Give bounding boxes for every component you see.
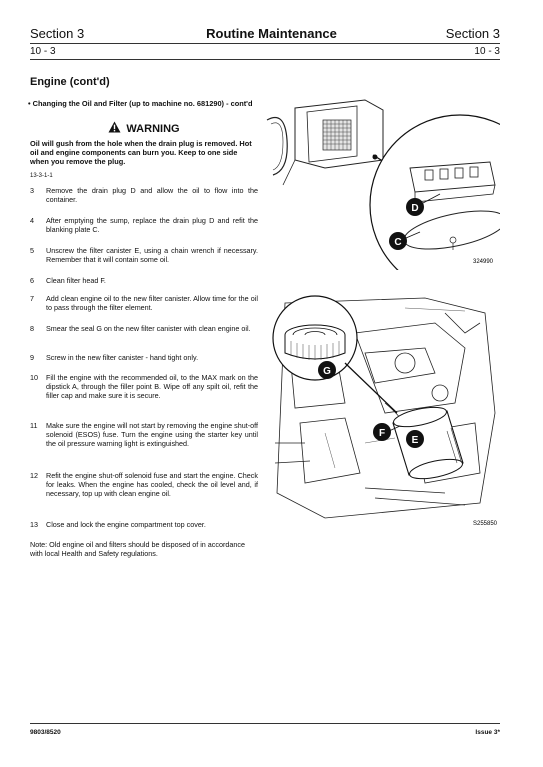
header-rule [30, 43, 500, 44]
step-11 [30, 421, 258, 448]
footer-publication-number: 9803/8520 [30, 729, 61, 736]
header-section-right: Section 3 [445, 26, 500, 41]
footer-rule [30, 723, 500, 724]
step-number: 10 [30, 373, 38, 382]
step-text: Close and lock the engine compartment top cover. [46, 520, 206, 529]
figure1-code: 324990 [473, 259, 494, 265]
step-text: Add clean engine oil to the new filter canister. Allow time for the oil to pass through the filter element. [46, 294, 258, 312]
step-text: After emptying the sump, replace the drain plug D and refit the blanking plate C. [46, 216, 258, 234]
step-3 [30, 186, 258, 204]
step-text: Smear the seal G on the new filter canister with clean engine oil. [46, 324, 251, 333]
step-number: 9 [30, 353, 34, 362]
step-number: 12 [30, 471, 38, 480]
warning-code: 13-3-1-1 [30, 173, 53, 179]
page-number-right: 10 - 3 [474, 46, 500, 57]
step-number: 5 [30, 246, 34, 255]
step-text: Unscrew the filter canister E, using a chain wrench if necessary. Remember that it will contain some oil. [46, 246, 258, 264]
step-number: 7 [30, 294, 34, 303]
step-text: Refit the engine shut-off solenoid fuse and start the engine. Check for leaks. When the engine has cooled, check the oil level and, if necessary, top up with clean engine oil. [46, 471, 258, 498]
callout-c: C [394, 237, 402, 248]
subsection-text: Changing the Oil and Filter (up to machine no. 681290) - cont'd [32, 99, 253, 108]
step-7 [30, 294, 258, 312]
header-title: Routine Maintenance [206, 26, 337, 41]
step-text: Remove the drain plug D and allow the oil to flow into the container. [46, 186, 258, 204]
warning-triangle-icon [108, 121, 121, 136]
figure2-code: S255850 [473, 521, 498, 527]
step-number: 11 [30, 421, 38, 430]
step-text: Make sure the engine will not start by removing the engine shut-off solenoid (ESOS) fuse. Turn the engine using the starter key until the oil pressure warning light is extinguished. [46, 421, 258, 448]
warning-text: Oil will gush from the hole when the drain plug is removed. Hot oil and engine components can burn you. Keep to one side when you remove the plug. [30, 139, 252, 166]
step-text: Screw in the new filter canister - hand tight only. [46, 353, 199, 362]
step-number: 13 [30, 520, 38, 529]
step-text: Clean filter head F. [46, 276, 106, 285]
header-section-left: Section 3 [30, 26, 85, 41]
step-13 [30, 520, 258, 529]
step-number: 4 [30, 216, 34, 225]
warning-heading [28, 121, 260, 136]
step-text: Fill the engine with the recommended oil, to the MAX mark on the dipstick A, through the filler point B. Wipe off any spilt oil, refit the filler cap and make sure it is secure. [46, 373, 258, 400]
oil-filter-figure [265, 293, 500, 538]
step-number: 3 [30, 186, 34, 195]
step-number: 8 [30, 324, 34, 333]
callout-d: D [411, 203, 419, 214]
subsection-heading: • Changing the Oil and Filter (up to machine no. 681290) - cont'd [28, 99, 253, 108]
callout-f: F [378, 428, 386, 439]
footer-issue: Issue 3* [475, 729, 500, 736]
step-5 [30, 246, 258, 264]
step-4 [30, 216, 258, 234]
sump-figure [265, 90, 500, 275]
callout-g: G [323, 366, 331, 377]
section-title: Engine (cont'd) [30, 76, 110, 88]
page-number-left: 10 - 3 [30, 46, 56, 57]
step-8 [30, 324, 258, 333]
step-9 [30, 353, 258, 362]
warning-heading-text: WARNING [126, 123, 180, 135]
step-number: 6 [30, 276, 34, 285]
step-10 [30, 373, 258, 400]
step-12 [30, 471, 258, 498]
callout-e: E [411, 435, 419, 446]
disposal-note: Note: Old engine oil and filters should be disposed of in accordance with local Health and Safety regulations. [30, 540, 245, 558]
step-6 [30, 276, 258, 285]
subheader-rule [30, 59, 500, 60]
